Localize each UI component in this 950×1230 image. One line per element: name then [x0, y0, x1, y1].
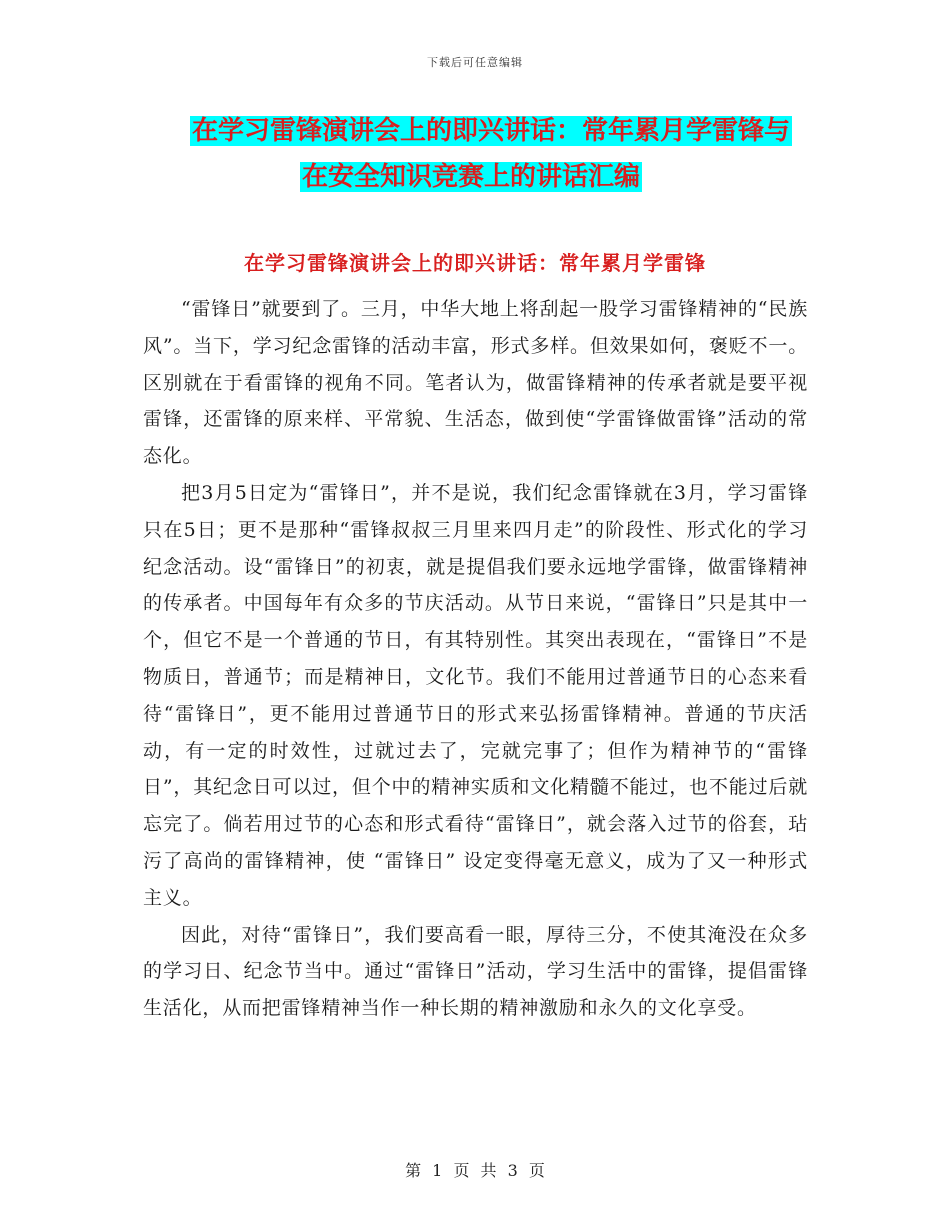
paragraph: 因此，对待“雷锋日”，我们要高看一眼，厚待三分，不使其淹没在众多的学习日、纪念节当中。通过“雷锋日”活动，学习生活中的雷锋，提倡雷锋生活化，从而把雷锋精神当作一种长期的精神激励和永久的文化享受。: [143, 923, 808, 1020]
section-heading: 在学习雷锋演讲会上的即兴讲话：常年累月学雷锋: [244, 251, 706, 275]
page-number: 第 1 页 共 3 页: [405, 1161, 545, 1180]
title-line-2-text: 在安全知识竞赛上的讲话汇编: [302, 162, 641, 192]
title-line-1: [150, 108, 850, 154]
article-body: [143, 291, 808, 1027]
title-line-1-text: 在学习雷锋演讲会上的即兴讲话：常年累月学雷锋与: [192, 116, 791, 146]
page-header-note: 下载后可任意编辑: [427, 56, 523, 69]
paragraph: “雷锋日”就要到了。三月，中华大地上将刮起一股学习雷锋精神的“民族风”。当下，学习纪念雷锋的活动丰富，形式多样。但效果如何，褒贬不一。区别就在于看雷锋的视角不同。笔者认为，做雷锋精神的传承者就是要平视雷锋，还雷锋的原来样、平常貌、生活态，做到使“学雷锋做雷锋”活动的常态化。: [143, 298, 808, 468]
title-line-2: [300, 154, 850, 200]
document-title: [150, 108, 850, 200]
paragraph: 把3月5日定为“雷锋日”，并不是说，我们纪念雷锋就在3月，学习雷锋只在5日；更不是那种“雷锋叔叔三月里来四月走”的阶段性、形式化的学习纪念活动。设“雷锋日”的初衷，就是提倡我们要永远地学雷锋，做雷锋精神的传承者。中国每年有众多的节庆活动。从节日来说，“雷锋日”只是其中一个，但它不是一个普通的节日，有其特别性。其突出表现在，“雷锋日”不是物质日，普通节；而是精神日，文化节。我们不能用过普通节日的心态来看待“雷锋日”，更不能用过普通节日的形式来弘扬雷锋精神。普通的节庆活动，有一定的时效性，过就过去了，完就完事了；但作为精神节的“雷锋日”，其纪念日可以过，但个中的精神实质和文化精髓不能过，也不能过后就忘完了。倘若用过节的心态和形式看待“雷锋日”，就会落入过节的俗套，玷污了高尚的雷锋精神，使 “雷锋日” 设定变得毫无意义，成为了又一种形式主义。: [143, 481, 808, 909]
